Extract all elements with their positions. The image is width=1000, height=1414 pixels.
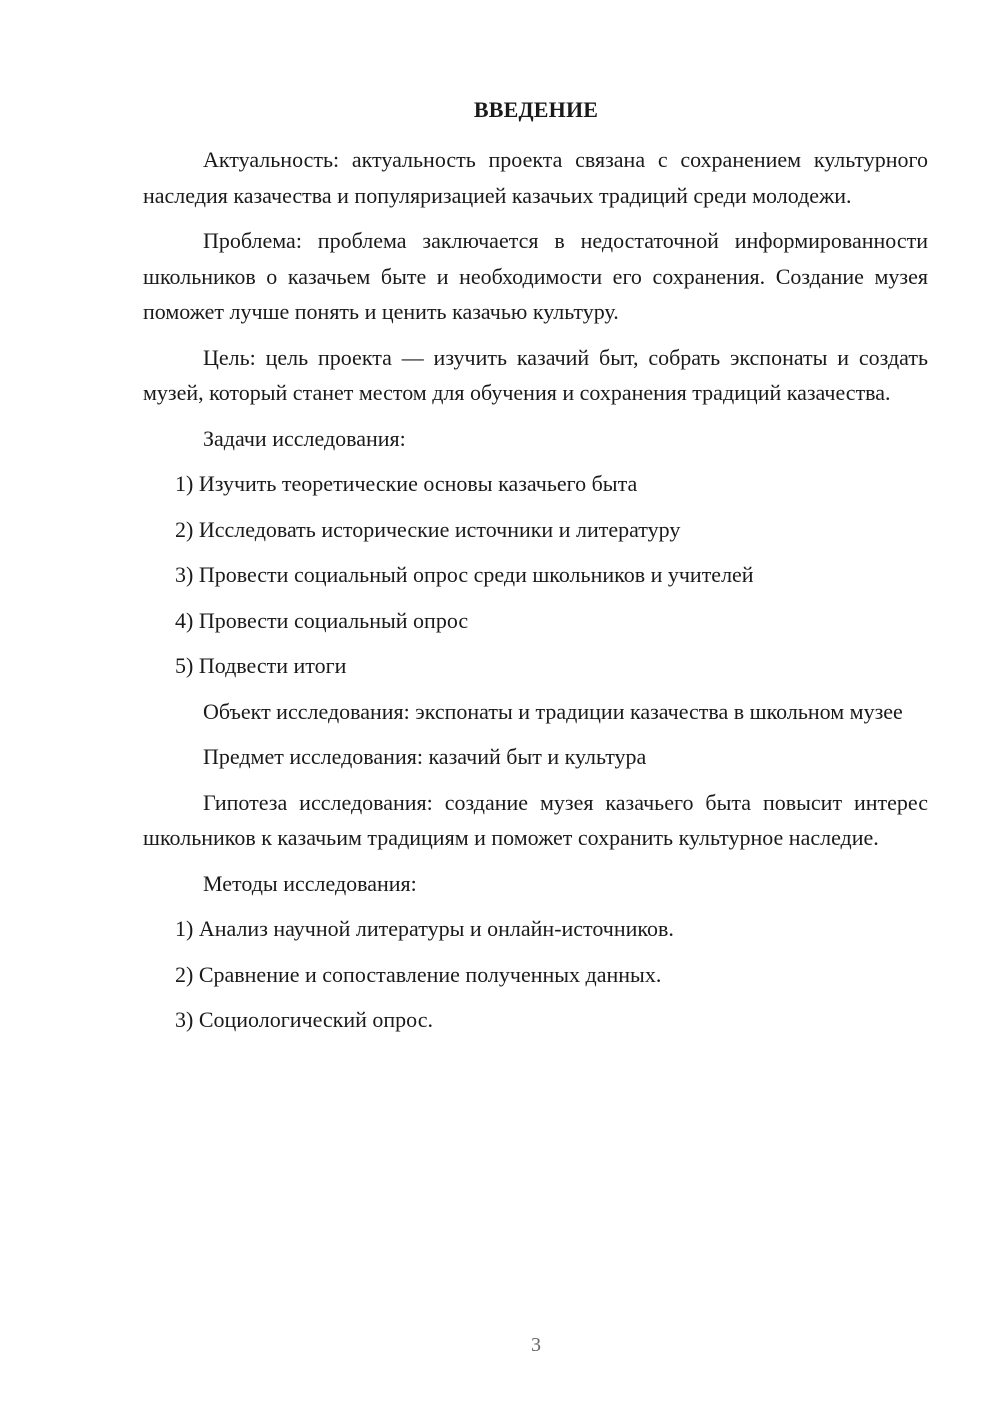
methods-heading: Методы исследования: <box>203 870 417 896</box>
list-item: 3) Провести социальный опрос среди школьников и учителей <box>175 562 754 587</box>
paragraph-relevance: Актуальность: актуальность проекта связана с сохранением культурного наследия казачества и популяризацией казачьих традиций среди молодежи. <box>143 147 928 208</box>
paragraph-hypothesis: Гипотеза исследования: создание музея казачьего быта повысит интерес школьников к казачьим традициям и поможет сохранить культурное наследие. <box>143 789 928 850</box>
paragraph-goal: Цель: цель проекта — изучить казачий быт, собрать экспонаты и создать музей, который станет местом для обучения и сохранения традиций казачества. <box>143 344 928 405</box>
list-item: 1) Изучить теоретические основы казачьего быта <box>175 471 638 496</box>
list-item: 4) Провести социальный опрос <box>175 607 469 633</box>
list-item: 2) Исследовать исторические источники и литературу <box>175 516 681 542</box>
document-title: ВВЕДЕНИЕ <box>473 97 599 122</box>
list-item: 1) Анализ научной литературы и онлайн-источников. <box>175 916 674 941</box>
tasks-list <box>143 466 928 684</box>
paragraph-subject: Предмет исследования: казачий быт и культура <box>203 744 647 769</box>
list-item: 5) Подвести итоги <box>175 653 347 678</box>
document-body <box>143 142 928 1048</box>
methods-list <box>143 911 928 1038</box>
paragraph-object: Объект исследования: экспонаты и традиции казачества в школьном музее <box>203 698 903 724</box>
list-item: 2) Сравнение и сопоставление полученных данных. <box>175 961 662 987</box>
tasks-heading: Задачи исследования: <box>203 425 406 451</box>
paragraph-problem: Проблема: проблема заключается в недостаточной информированности школьников о казачьем быте и необходимости его сохранения. Создание музея поможет лучше понять и ценить казачью культуру. <box>143 228 928 324</box>
page-number: 3 <box>531 1334 541 1356</box>
list-item: 3) Социологический опрос. <box>175 1007 433 1032</box>
